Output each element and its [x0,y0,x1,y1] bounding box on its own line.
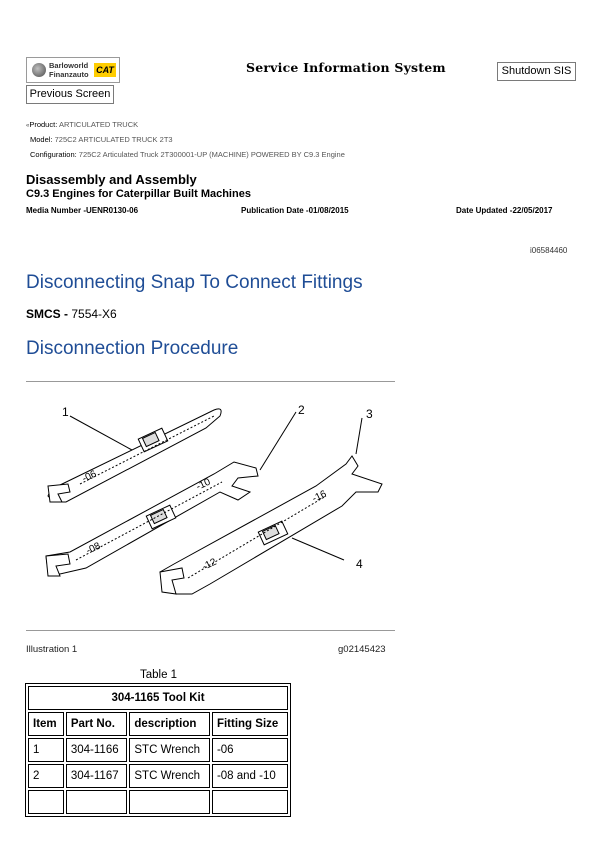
logo-text [49,61,89,79]
model-value: 725C2 ARTICULATED TRUCK 2T3 [54,135,173,144]
document-title: Disassembly and Assembly [26,172,197,187]
smcs-value: 7554-X6 [71,307,117,321]
callout-3: 3 [366,407,373,421]
header-description: description [129,712,210,736]
tool-kit-table [25,683,291,817]
previous-screen-button[interactable]: Previous Screen [26,85,114,104]
smcs-label: SMCS - [26,307,68,321]
table-row [28,764,288,788]
shutdown-sis-button[interactable]: Shutdown SIS [497,62,576,81]
configuration-info [30,150,345,159]
table-header-row [28,712,288,736]
logo-line-2: Finanzauto [49,70,89,79]
configuration-value: 725C2 Articulated Truck 2T300001-UP (MACHINE) POWERED BY C9.3 Engine [78,150,345,159]
callout-4: 4 [356,557,363,571]
publication-date: Publication Date -01/08/2015 [241,206,349,215]
callout-2: 2 [298,403,305,417]
callout-leader-2 [260,412,296,470]
cell-fitting-size: -06 [212,738,288,762]
cell-part-no: 304-1166 [66,738,128,762]
document-subtitle: C9.3 Engines for Caterpillar Built Machines [26,188,251,200]
date-updated: Date Updated -22/05/2017 [456,206,553,215]
cell-fitting-size: -08 and -10 [212,764,288,788]
callout-leader-1 [70,416,132,450]
smcs-code [26,307,117,321]
cell-part-no: 304-1167 [66,764,128,788]
model-info [30,135,173,144]
cat-logo: CAT [94,63,116,77]
cell-fitting-size [212,790,288,814]
cell-part-no [66,790,128,814]
globe-icon [32,63,46,77]
barloworld-cat-logo [26,57,120,83]
product-label: Product: [29,120,58,129]
callout-1: 1 [62,405,69,419]
illustration-caption: Illustration 1 [26,644,78,655]
divider [26,630,395,631]
wrench-mark-12: -12 [200,556,219,573]
cell-description [129,790,210,814]
cell-description: STC Wrench [129,738,210,762]
product-info [26,120,138,129]
table-caption: Table 1 [140,669,178,681]
wrench-mark-10: -10 [194,476,213,493]
table-row [28,790,288,814]
document-id: i06584460 [530,246,568,255]
cell-item: 2 [28,764,64,788]
table-row [28,738,288,762]
callout-leader-4 [292,538,344,560]
wrench-illustration [26,388,395,626]
media-number: Media Number -UENR0130-06 [26,206,139,215]
section-heading: Disconnection Procedure [26,338,239,359]
illustration-code: g02145423 [338,644,386,655]
wrench-mark-06: -06 [80,468,99,485]
header-item: Item [28,712,64,736]
page-heading: Disconnecting Snap To Connect Fittings [26,272,363,293]
cell-description: STC Wrench [129,764,210,788]
wrench-mark-16: -16 [310,488,329,505]
divider [26,381,395,382]
wrench-mark-08: -08 [84,540,103,557]
model-label: Model: [30,135,53,144]
header-part-no: Part No. [66,712,128,736]
cell-item: 1 [28,738,64,762]
table-title-row [28,686,288,710]
logo-line-1: Barloworld [49,61,89,70]
header-fitting-size: Fitting Size [212,712,288,736]
callout-leader-3 [356,418,362,454]
system-title: Service Information System [246,60,446,75]
product-value: ARTICULATED TRUCK [58,120,139,129]
table-title: 304-1165 Tool Kit [28,686,288,710]
wrench-12-16-shape [160,456,382,594]
double-chevron-left-icon[interactable]: « [26,123,30,129]
configuration-label: Configuration: [30,150,77,159]
cell-item [28,790,64,814]
